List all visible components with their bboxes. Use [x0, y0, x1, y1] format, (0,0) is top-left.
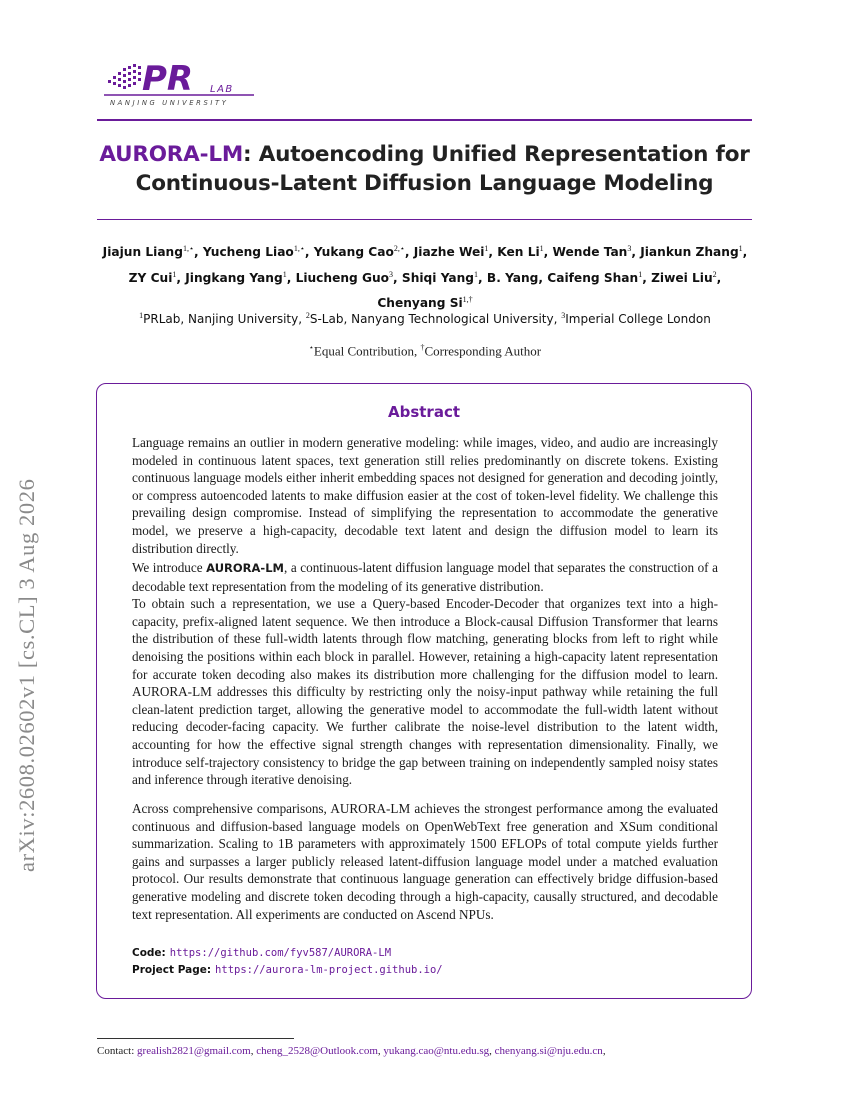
contact-footnote [97, 1045, 606, 1057]
logo-org: NANJING UNIVERSITY [110, 99, 229, 107]
project-page-label: Project Page: [132, 964, 212, 976]
corresponding-symbol: † [420, 343, 425, 352]
affiliation-mark: 1 [139, 311, 144, 320]
author-list: Jiajun Liang$^{1,⋆}$, Yucheng Liao$^{1,⋆}$, Yukang Cao$^{2,⋆}$, Jiazhe Wei$^1$, Ken Li$^1$, Wende Tan$^3$, Jiankun Zhang$^1$, ZY Cui$^1$, Jingkang Yang$^1$, Liucheng Guo$^3$, Shiqi Yang$^1$, B. Yang, Caifeng Shan$^1$, Ziwei Liu$^2$, Chenyang $Si^{1,\dagger}$ [102, 244, 748, 311]
author-affiliation-mark: 1,† [462, 295, 473, 305]
author-affiliation-mark: 1 [484, 244, 489, 253]
author-name: Chenyang Si [377, 296, 463, 311]
author-affiliation-mark: 1 [539, 244, 544, 253]
author-name: Caifeng Shan [547, 270, 639, 285]
author-name: Yukang Cao [313, 245, 394, 260]
author-affiliation-mark: 1 [474, 269, 479, 279]
affiliation-name: Imperial College London [565, 312, 711, 326]
project-page-row [132, 964, 443, 976]
contact-email-link[interactable]: cheng_2528@Outlook.com [256, 1045, 378, 1057]
author-affiliation-mark: 2 [712, 269, 717, 279]
affiliation-name: S-Lab, Nanyang Technological University [309, 312, 554, 326]
code-label: Code: [132, 947, 166, 959]
author-name: Jingkang Yang [185, 270, 283, 285]
arxiv-stamp: arXiv:2608.02602v1 [cs.CL] 3 Aug 2026 [14, 478, 39, 872]
project-page-link[interactable]: https://aurora-lm-project.github.io/ [215, 964, 443, 976]
author-name: Ken Li [497, 245, 540, 260]
author-affiliation-mark: 1 [282, 269, 287, 279]
logo-suffix: LAB [210, 84, 234, 95]
author-name: Wende Tan [552, 245, 628, 260]
p2-intro-rest: , a continuous-latent diffusion language model that separates the construction of a decodable text representation from the modeling of its generative distribution. [132, 560, 718, 594]
author-affiliation-mark: 1 [172, 269, 177, 279]
equal-contribution: Equal Contribution [313, 343, 414, 359]
author-affiliation-mark: 1 [738, 244, 743, 253]
header-rule [97, 119, 752, 121]
abstract-paragraph-2 [132, 559, 718, 789]
logo-letters: PR [142, 59, 194, 99]
title-accent: AURORA-LM [99, 142, 244, 167]
affiliation-name: PRLab, Nanjing University [143, 312, 299, 326]
title-line2: Continuous-Latent Diffusion Language Modeling [135, 171, 714, 196]
contact-email-link[interactable]: yukang.cao@ntu.edu.sg [383, 1045, 490, 1057]
affiliation-mark: 2 [305, 311, 310, 320]
author-name: Yucheng Liao [202, 245, 294, 260]
prlab-logo [102, 58, 262, 108]
logo-dots [108, 64, 141, 89]
footnote-rule [97, 1038, 294, 1039]
author-affiliation-mark: 1,⋆ [293, 244, 305, 253]
code-link[interactable]: https://github.com/fyv587/AURORA-LM [169, 947, 392, 959]
affiliation-mark: 3 [561, 311, 566, 320]
author-affiliation-mark: 3 [627, 244, 632, 253]
contact-label: Contact: [97, 1045, 138, 1057]
author-name: Jiankun Zhang [640, 245, 739, 260]
author-affiliation-mark: 3 [389, 269, 394, 279]
author-affiliation-mark: 1,⋆ [182, 244, 194, 253]
corresponding-author: Corresponding Author [424, 343, 542, 359]
title-line1: : Autoencoding Unified Representation for [243, 142, 750, 167]
abstract-paragraph-3: Across comprehensive comparisons, AURORA-LM achieves the strongest performance among the evaluated continuous and diffusion-based language models on OpenWebText free generation and XSum conditional summarization. Scaling to 1B parameters with approximately 1500 EFLOPs of total compute yields further gains and surpasses a larger publicly released latent-diffusion language model under a matched evaluation protocol. Our results demonstrate that continuous language generation can effectively bridge diffusion-based generative modeling and discrete token decoding through a high-capacity, causally structured, and decodable text representation. All experiments are conducted on Ascend NPUs. [132, 801, 718, 922]
p2-intro: We introduce [132, 560, 207, 575]
author-name: Liucheng Guo [295, 270, 390, 285]
code-row [132, 947, 391, 959]
abstract-paragraph-1: Language remains an outlier in modern generative modeling: while images, video, and audio are increasingly modeled in continuous latent spaces, text generation still relies predominantly on discrete tokens. Existing continuous language models either inherit embedding spaces not designed for generation and decoding jointly, or compress autoencoded latents to make diffusion easier at the cost of token-level fidelity. We challenge this prevailing design compromise. Instead of simplifying the representation to accommodate the generative model, we preserve a high-capacity, decodable text latent and design the diffusion model to learn its distribution directly. [132, 435, 718, 556]
paper-title [97, 140, 752, 198]
contact-email-link[interactable]: chenyang.si@nju.edu.cn [494, 1045, 603, 1057]
author-name: Jiajun Liang [102, 245, 183, 260]
title-rule [97, 219, 752, 220]
contribution-note: ⋆Equal Contribution, †Corresponding Author [308, 343, 542, 359]
author-name: Ziwei Liu [651, 270, 713, 285]
author-affiliation-mark: 1 [638, 269, 643, 279]
affiliations: $^1$PRLab, Nanjing University, $^2$S-Lab, Nanyang Technological University, $^3$Imperial College London [139, 311, 711, 326]
author-name: Jiazhe Wei [413, 245, 485, 260]
author-name: B. Yang [486, 270, 539, 285]
system-name: AURORA-LM [206, 561, 284, 575]
equal-symbol: ⋆ [308, 343, 314, 352]
contact-emails: grealish2821@gmail.com, cheng_2528@Outlook.com, yukang.cao@ntu.edu.sg, chenyang.si@nju.edu.cn, [137, 1045, 606, 1057]
author-name: Shiqi Yang [401, 270, 475, 285]
author-name: ZY Cui [128, 270, 173, 285]
contact-email-link[interactable]: grealish2821@gmail.com [137, 1045, 251, 1057]
p2-body: To obtain such a representation, we use a Query-based Encoder-Decoder that organizes text into a high-capacity, prefix-aligned latent sequence. We then introduce a Block-causal Diffusion Transformer that learns the distribution of these full-width latents through flow matching, generating blocks from left to right while denoising the positions within each block in parallel. However, retaining a high-capacity latent representation for accurate token decoding also makes its distribution more challenging for the diffusion model to learn. AURORA-LM addresses this difficulty by restricting only the noisy-input pathway while retaining the full clean-latent prediction target, allowing the generative model to accommodate the full-width latent without reducing decoder-facing capacity. We further calibrate the noise-level distribution to the latent width, accounting for how the effective signal strength changes with representation dimensionality. Finally, we introduce self-trajectory consistency to bridge the gap between training on independently sampled noisy states and inference through iterative denoising. [132, 596, 718, 788]
author-affiliation-mark: 2,⋆ [393, 244, 405, 253]
abstract-heading: Abstract [387, 403, 461, 421]
